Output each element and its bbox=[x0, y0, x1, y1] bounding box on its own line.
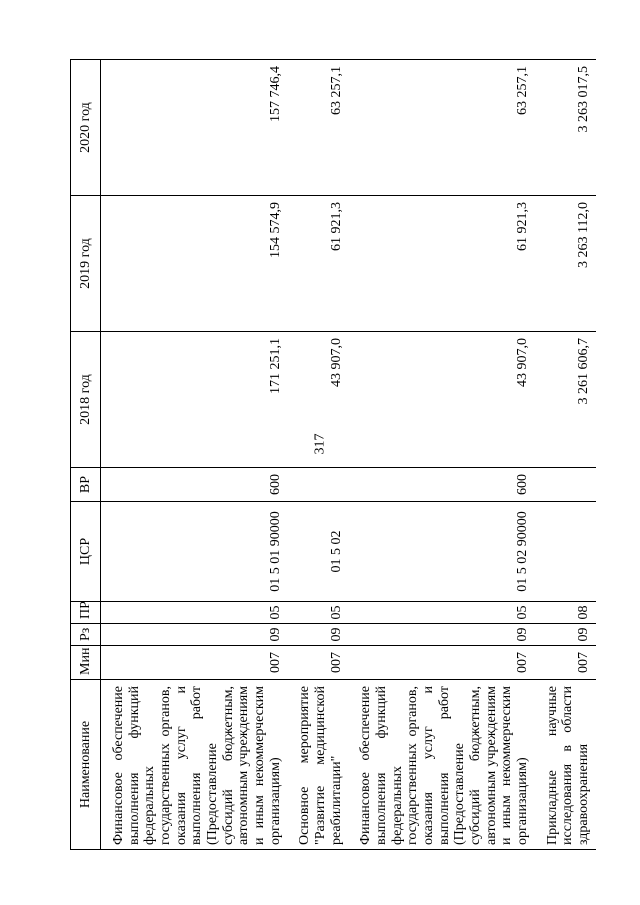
table-row bbox=[101, 60, 288, 850]
header-2020: 2020 год bbox=[71, 60, 101, 196]
header-csr: ЦСР bbox=[71, 502, 101, 602]
header-row bbox=[71, 60, 101, 850]
table-header bbox=[71, 60, 101, 850]
budget-table bbox=[70, 59, 596, 850]
row-min: 007 bbox=[348, 646, 534, 680]
page-number-text: 317 bbox=[312, 433, 327, 455]
row-2020: 63 257,1 bbox=[287, 60, 348, 196]
row-vr: 600 bbox=[101, 468, 288, 502]
table-row bbox=[287, 60, 348, 850]
header-2018: 2018 год bbox=[71, 332, 101, 468]
row-2018: 43 907,0 bbox=[348, 332, 534, 468]
header-name: Наименование bbox=[71, 680, 101, 850]
row-2018: 43 907,0 bbox=[287, 332, 348, 468]
table-row bbox=[535, 60, 596, 850]
row-2020: 63 257,1 bbox=[348, 60, 534, 196]
row-rz: 09 bbox=[101, 624, 288, 646]
row-pr: 05 bbox=[348, 602, 534, 624]
row-min: 007 bbox=[287, 646, 348, 680]
row-csr: 01 5 01 90000 bbox=[101, 502, 288, 602]
row-rz: 09 bbox=[535, 624, 596, 646]
row-vr: 600 bbox=[348, 468, 534, 502]
row-min: 007 bbox=[101, 646, 288, 680]
header-vr: ВР bbox=[71, 468, 101, 502]
row-2020: 157 746,4 bbox=[101, 60, 288, 196]
row-vr bbox=[287, 468, 348, 502]
row-rz: 09 bbox=[348, 624, 534, 646]
row-csr bbox=[535, 502, 596, 602]
row-2019: 154 574,9 bbox=[101, 196, 288, 332]
row-2019: 61 921,3 bbox=[287, 196, 348, 332]
row-2019: 61 921,3 bbox=[348, 196, 534, 332]
row-name: Основное мероприятие "Развитие медицинской реабилитации" bbox=[287, 680, 348, 850]
row-pr: 05 bbox=[101, 602, 288, 624]
row-2018: 3 261 606,7 bbox=[535, 332, 596, 468]
row-name: Прикладные научные исследования в области здравоохранения bbox=[535, 680, 596, 850]
row-pr: 05 bbox=[287, 602, 348, 624]
row-csr: 01 5 02 bbox=[287, 502, 348, 602]
row-min: 007 bbox=[535, 646, 596, 680]
table-body bbox=[101, 60, 596, 850]
row-csr: 01 5 02 90000 bbox=[348, 502, 534, 602]
row-name: Финансовое обеспечение выполнения функций федеральных государственных органов, оказания услуг и выполнения работ (Предоставление субсидий бюджетным, автономным учреждениям и иным некоммерческим организациям) bbox=[348, 680, 534, 850]
budget-table-rotated bbox=[70, 60, 615, 850]
table-row bbox=[348, 60, 534, 850]
row-vr bbox=[535, 468, 596, 502]
row-pr: 08 bbox=[535, 602, 596, 624]
row-2020: 3 263 017,5 bbox=[535, 60, 596, 196]
header-pr: ПР bbox=[71, 602, 101, 624]
header-rz: Рз bbox=[71, 624, 101, 646]
row-name: Финансовое обеспечение выполнения функций федеральных государственных органов, оказания услуг и выполнения работ (Предоставление субсидий бюджетным, автономным учреждениям и иным некоммерческим организациям) bbox=[101, 680, 288, 850]
row-2019: 3 263 112,0 bbox=[535, 196, 596, 332]
row-rz: 09 bbox=[287, 624, 348, 646]
row-2018: 171 251,1 bbox=[101, 332, 288, 468]
header-min: Мин bbox=[71, 646, 101, 680]
header-2019: 2019 год bbox=[71, 196, 101, 332]
